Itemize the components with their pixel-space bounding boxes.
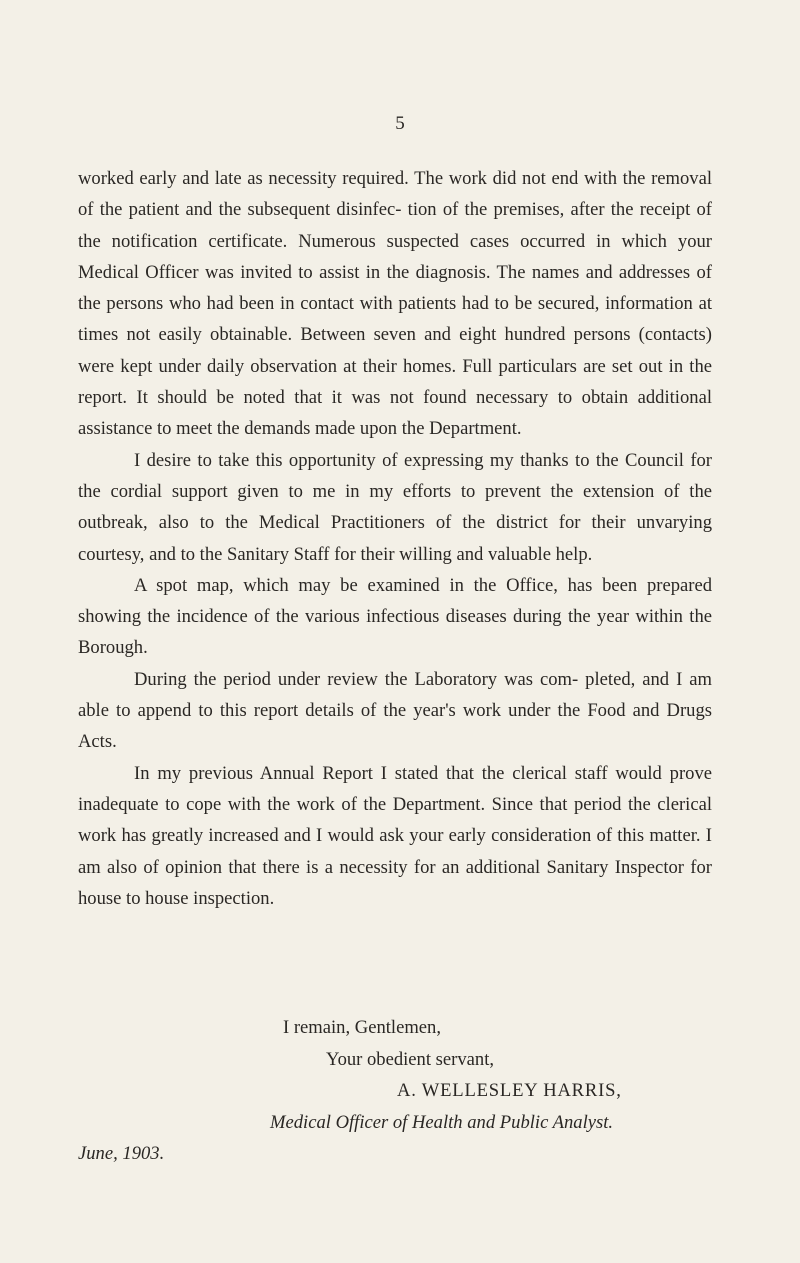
page-number: 5: [395, 113, 405, 134]
paragraph-continuation: worked early and late as necessity required. The work did not end with the removal of the patient and the subsequent disinfec- tion of the premises, after the receipt of the notification certificate. Numerous suspected cases occurred in which your Medical Officer was invited to assist in the diagnosis. The names and addresses of the persons who had been in contact with patients had to be secured, information at times not easily obtainable. Between seven and eight hundred persons (contacts) were kept under daily observation at their homes. Full particulars are set out in the report. It should be noted that it was not found necessary to obtain additional assistance to meet the demands made upon the Department.: [78, 168, 712, 440]
paragraph-spot-map: A spot map, which may be examined in the Office, has been prepared showing the incidence of the various infectious diseases during the year within the Borough.: [78, 574, 712, 659]
paragraph-laboratory: During the period under review the Laboratory was com- pleted, and I am able to append to this report details of the year's work under the Food and Drugs Acts.: [78, 668, 712, 753]
report-body: [78, 163, 712, 914]
report-date: June, 1903.: [78, 1143, 165, 1164]
closing-valediction: Your obedient servant,: [326, 1049, 495, 1070]
paragraph-clerical-staff: In my previous Annual Report I stated that the clerical staff would prove inadequate to cope with the work of the Department. Since that period the clerical work has greatly increased and I would ask your early consideration of this matter. I am also of opinion that there is a necessity for an additional Sanitary Inspector for house to house inspection.: [78, 762, 712, 909]
signatory-name: A. WELLESLEY HARRIS,: [397, 1080, 622, 1101]
signatory-title: Medical Officer of Health and Public Analyst.: [270, 1112, 614, 1133]
paragraph-thanks: I desire to take this opportunity of expressing my thanks to the Council for the cordial support given to me in my efforts to prevent the extension of the outbreak, also to the Medical Practitioners of the district for their unvarying courtesy, and to the Sanitary Staff for their willing and valuable help.: [78, 449, 712, 565]
closing-salutation: I remain, Gentlemen,: [283, 1017, 441, 1038]
